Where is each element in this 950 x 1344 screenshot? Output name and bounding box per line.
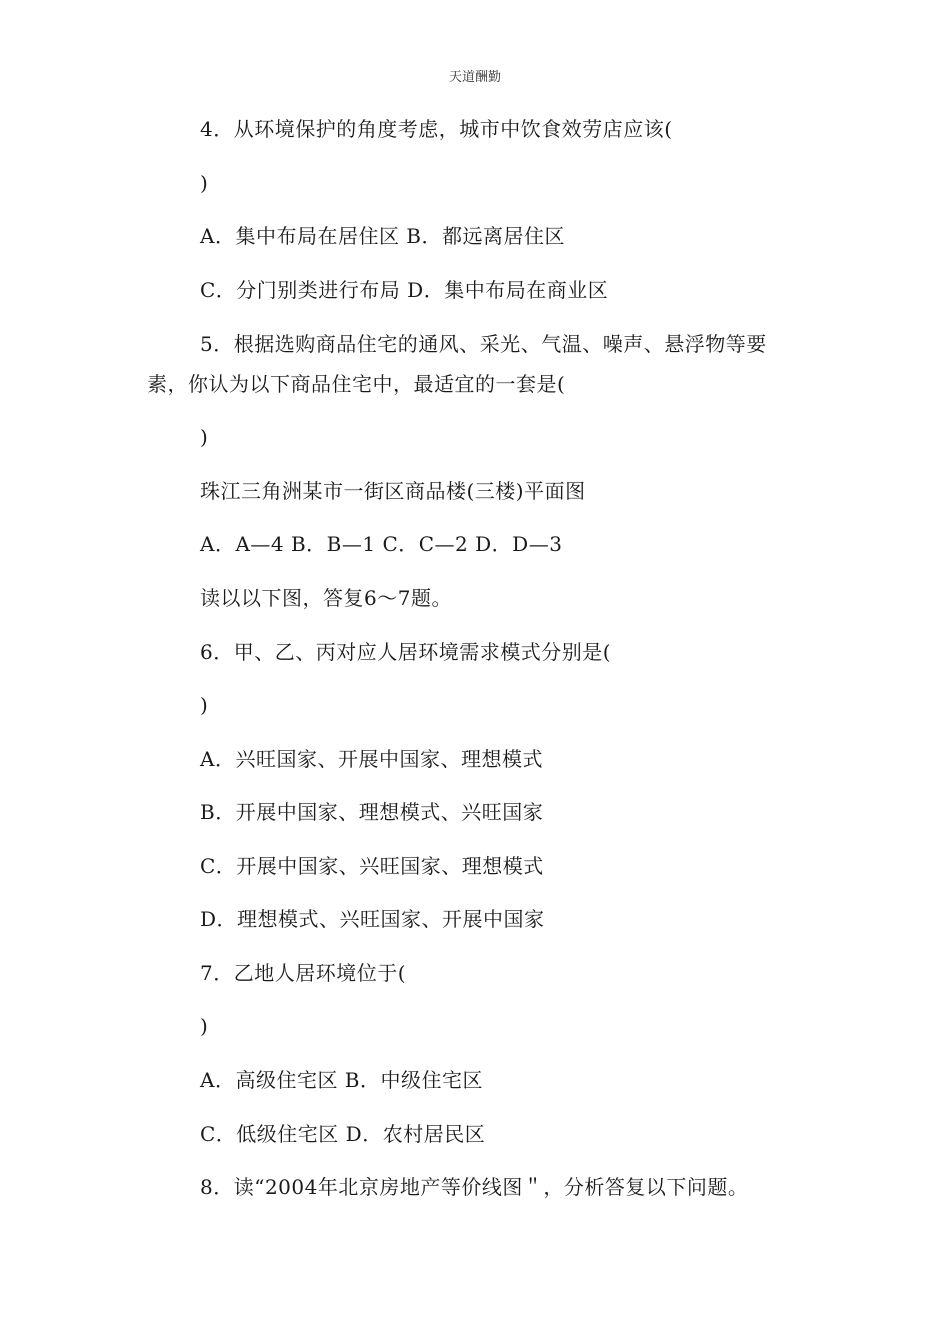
question-7-options-cd: C．低级住宅区 D．农村居民区 — [200, 1122, 486, 1146]
question-5-options: A．A—4 B．B—1 C．C—2 D．D—3 — [200, 532, 563, 556]
page-header: 天道酬勤 — [448, 70, 501, 85]
question-4-stem: 4．从环境保护的角度考虑，城市中饮食效劳店应该( — [200, 117, 673, 141]
question-5-blank: ) — [200, 425, 209, 449]
question-4-options-cd: C．分门别类进行布局 D．集中布局在商业区 — [200, 278, 609, 302]
question-5-stem-line1: 5．根据选购商品住宅的通风、采光、气温、噪声、悬浮物等要 — [200, 332, 767, 356]
question-6-option-c: C．开展中国家、兴旺国家、理想模式 — [200, 854, 544, 878]
question-8-stem: 8．读“2004年北京房地产等价线图＂，分析答复以下问题。 — [200, 1175, 749, 1199]
question-5-stem-line2: 素，你认为以下商品住宅中，最适宜的一套是( — [147, 372, 566, 396]
question-7-options-ab: A．高级住宅区 B．中级住宅区 — [200, 1068, 483, 1092]
question-4-options-ab: A．集中布局在居住区 B．都远离居住区 — [200, 224, 565, 248]
questions-6-7-intro: 读以以下图，答复6～7题。 — [200, 586, 452, 610]
question-6-option-d: D．理想模式、兴旺国家、开展中国家 — [200, 907, 545, 931]
question-4-blank: ) — [200, 171, 209, 195]
question-5-figure-caption: 珠江三角洲某市一街区商品楼(三楼)平面图 — [200, 479, 586, 503]
question-7-stem: 7．乙地人居环境位于( — [200, 961, 407, 985]
question-6-stem: 6．甲、乙、丙对应人居环境需求模式分别是( — [200, 640, 612, 664]
question-6-option-b: B．开展中国家、理想模式、兴旺国家 — [200, 800, 544, 824]
question-7-blank: ) — [200, 1014, 209, 1038]
question-6-option-a: A．兴旺国家、开展中国家、理想模式 — [200, 747, 543, 771]
question-6-blank: ) — [200, 693, 209, 717]
